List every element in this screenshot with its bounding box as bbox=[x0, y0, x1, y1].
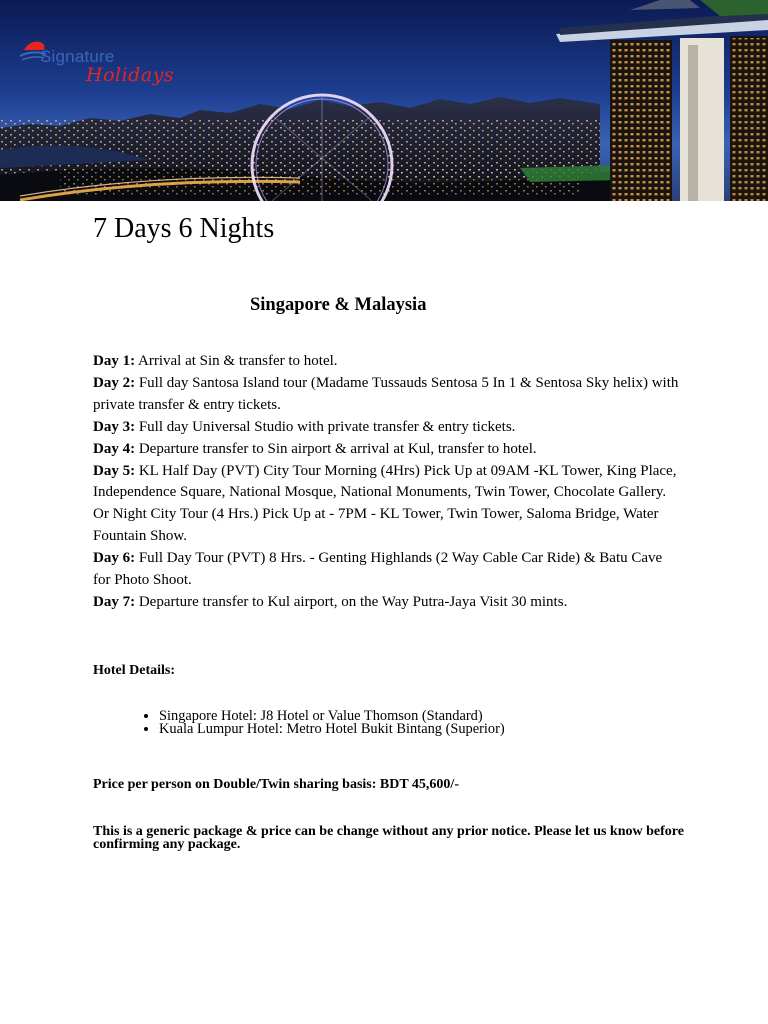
itinerary-day bbox=[93, 592, 683, 614]
logo-text-signature: Signature bbox=[40, 47, 115, 66]
hotel-item: • Kuala Lumpur Hotel: Metro Hotel Bukit Bintang (Superior) bbox=[159, 723, 505, 736]
itinerary-day bbox=[93, 439, 683, 461]
singapore-skyline-photo bbox=[0, 0, 768, 201]
price-line: Price per person on Double/Twin sharing basis: BDT 45,600/- bbox=[93, 777, 459, 792]
hotel-item: • Singapore Hotel: J8 Hotel or Value Thomson (Standard) bbox=[159, 710, 505, 723]
package-title: 7 Days 6 Nights bbox=[93, 213, 275, 244]
day-label: Day 3: bbox=[93, 418, 136, 435]
destination-heading: Singapore & Malaysia bbox=[250, 295, 427, 315]
itinerary-day bbox=[93, 417, 683, 439]
day-description: Full day Universal Studio with private transfer & entry tickets. bbox=[135, 418, 516, 435]
day-description: Full day Santosa Island tour (Madame Tussauds Sentosa 5 In 1 & Sentosa Sky helix) with private transfer & entry tickets. bbox=[93, 374, 679, 413]
hotel-details-heading: Hotel Details: bbox=[93, 663, 176, 678]
day-label: Day 4: bbox=[93, 440, 136, 457]
day-label: Day 5: bbox=[93, 462, 136, 479]
logo-text-holidays: Holidays bbox=[86, 64, 175, 86]
header-banner bbox=[0, 0, 768, 201]
day-description: KL Half Day (PVT) City Tour Morning (4Hrs) Pick Up at 09AM -KL Tower, King Place, Independence Square, National Mosque, National Monuments, Twin Tower, Chocolate Gallery. Or Night City Tour (4 Hrs.) Pick Up at - 7PM - KL Tower, Twin Tower, Saloma Bridge, Water Fountain Show. bbox=[93, 462, 677, 545]
disclaimer-notice: This is a generic package & price can be change without any prior notice. Please let us know before confirming any package. bbox=[93, 824, 684, 852]
itinerary-day bbox=[93, 461, 683, 549]
day-label: Day 2: bbox=[93, 374, 136, 391]
hotel-list bbox=[143, 710, 505, 736]
day-description: Departure transfer to Kul airport, on the Way Putra-Jaya Visit 30 mints. bbox=[135, 593, 568, 610]
signature-holidays-logo bbox=[14, 36, 184, 92]
itinerary-day bbox=[93, 373, 683, 417]
itinerary-day bbox=[93, 548, 683, 592]
day-description: Arrival at Sin & transfer to hotel. bbox=[135, 353, 338, 369]
day-label: Day 6: bbox=[93, 550, 136, 567]
day-description: Departure transfer to Sin airport & arrival at Kul, transfer to hotel. bbox=[135, 440, 537, 457]
day-label: Day 7: bbox=[93, 593, 136, 610]
day-description: Full Day Tour (PVT) 8 Hrs. - Genting Highlands (2 Way Cable Car Ride) & Batu Cave for Photo Shoot. bbox=[93, 550, 663, 589]
itinerary-day bbox=[93, 351, 683, 373]
day-label: Day 1: bbox=[93, 353, 136, 369]
itinerary bbox=[93, 351, 683, 614]
